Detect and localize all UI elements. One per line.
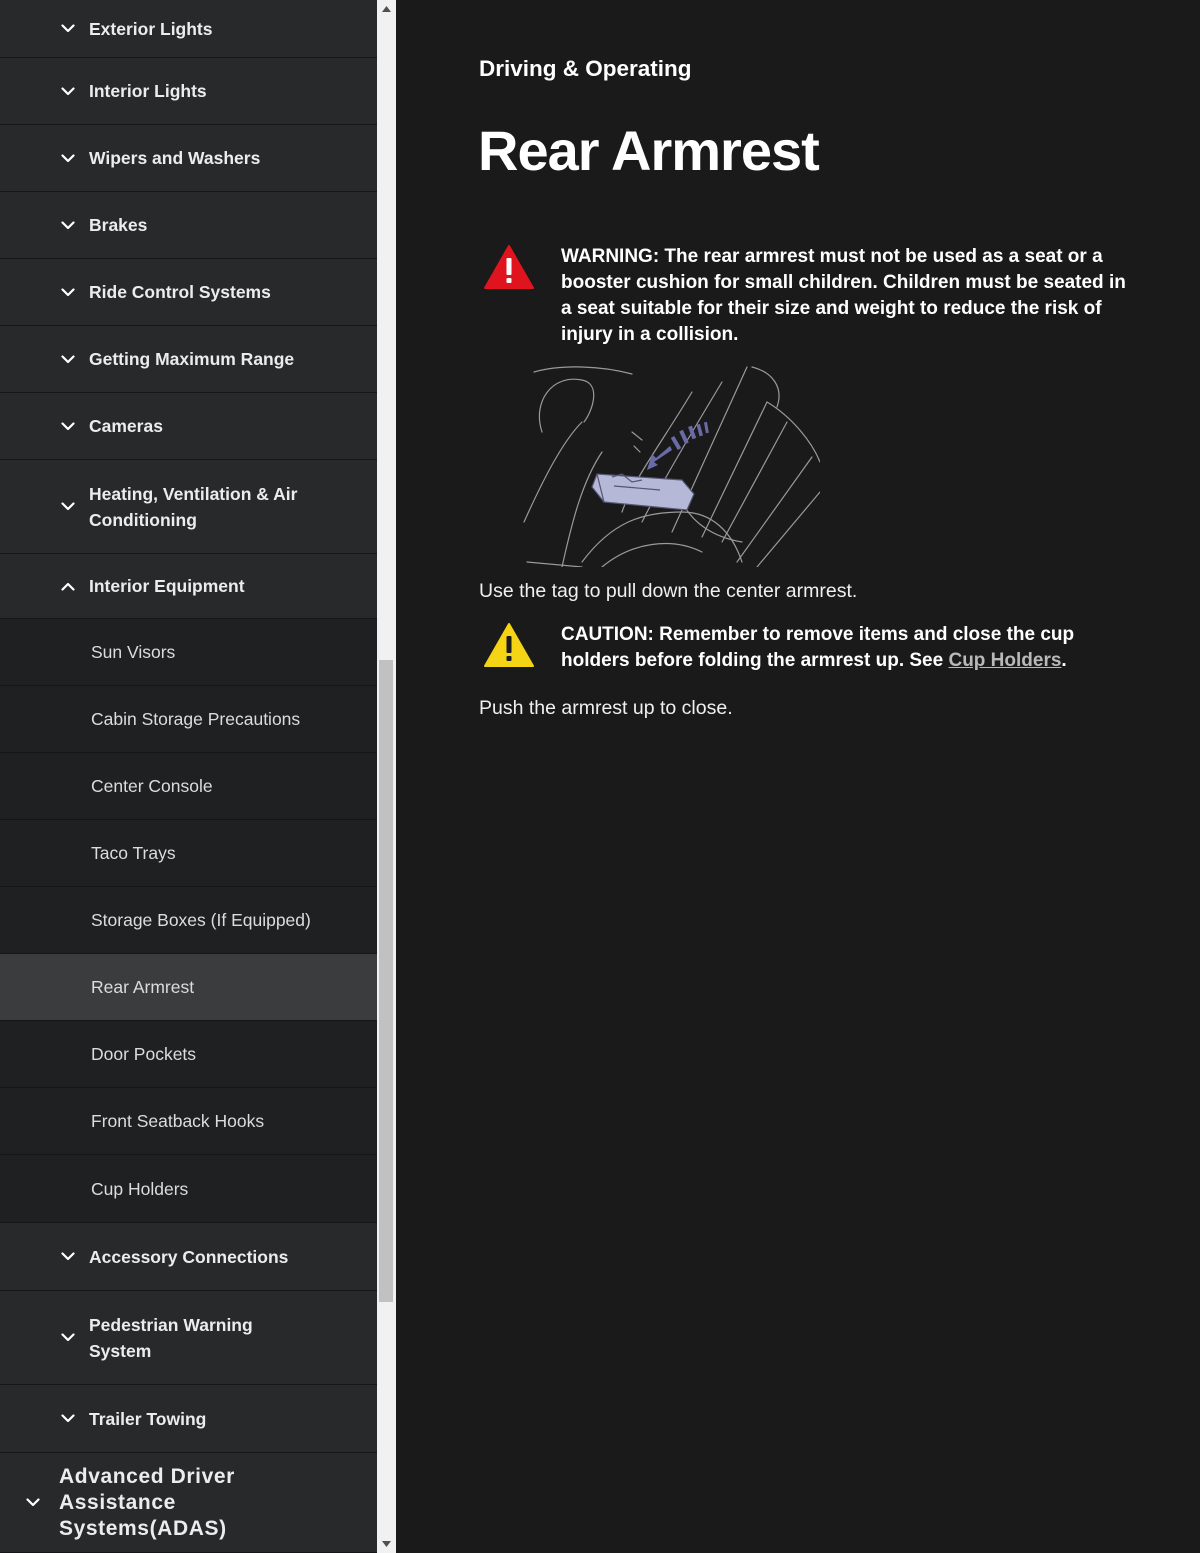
sidebar-item-label: Pedestrian Warning System — [89, 1314, 253, 1361]
chevron-down-icon — [59, 350, 77, 368]
instruction-pull-down: Use the tag to pull down the center armrest. — [479, 580, 858, 602]
sidebar-item-cup-holders[interactable] — [0, 1155, 377, 1223]
sidebar-item-label: Interior Equipment — [89, 576, 245, 596]
sidebar-item-cameras[interactable] — [0, 393, 377, 460]
sidebar-scrollbar[interactable] — [377, 0, 396, 1553]
scroll-thumb[interactable] — [379, 660, 393, 1302]
sidebar-item-heating-ventilation-air-conditioning[interactable] — [0, 460, 377, 554]
sidebar-item-label: Accessory Connections — [89, 1246, 289, 1267]
sidebar-item-ride-control-systems[interactable] — [0, 259, 377, 326]
sidebar-item-taco-trays[interactable] — [0, 820, 377, 887]
sidebar-item-label: Front Seatback Hooks — [91, 1111, 265, 1131]
chevron-down-icon — [59, 1248, 77, 1266]
sidebar-item-accessory-connections[interactable] — [0, 1223, 377, 1291]
chevron-down-icon — [24, 1494, 42, 1512]
chevron-down-icon — [59, 216, 77, 234]
warning-triangle-icon — [483, 244, 539, 294]
chevron-up-icon — [59, 577, 77, 595]
sidebar-item-label: Cup Holders — [91, 1178, 189, 1199]
sidebar-item-brakes[interactable] — [0, 192, 377, 259]
sidebar-item-storage-boxes-if-equipped[interactable] — [0, 887, 377, 954]
sidebar-item-center-console[interactable] — [0, 753, 377, 820]
sidebar-item-cabin-storage-precautions[interactable] — [0, 686, 377, 753]
sidebar-item-label: Storage Boxes (If Equipped) — [91, 910, 311, 930]
caution-alert — [479, 622, 1179, 682]
sidebar-item-pedestrian-warning-system[interactable] — [0, 1291, 377, 1385]
warning-text: WARNING: The rear armrest must not be used as a seat or a booster cushion for small children. Children must be seated in a seat suitable for their size and weight to reduce the risk of injury in a collision. — [561, 246, 1126, 345]
sidebar-item-label: Brakes — [89, 215, 148, 235]
main-content — [396, 0, 1200, 1553]
sidebar-item-label: Center Console — [91, 776, 213, 796]
sidebar-item-label: Interior Lights — [89, 81, 207, 101]
sidebar-nav — [0, 0, 377, 1553]
chevron-down-icon — [59, 417, 77, 435]
cup-holders-link[interactable]: Cup Holders — [948, 650, 1062, 671]
warning-alert — [479, 244, 1179, 354]
chevron-down-icon — [59, 283, 77, 301]
sidebar-item-exterior-lights[interactable] — [0, 0, 377, 58]
sidebar-item-sun-visors[interactable] — [0, 619, 377, 686]
sidebar-item-door-pockets[interactable] — [0, 1021, 377, 1088]
chevron-down-icon — [59, 149, 77, 167]
caution-text-end: . — [1061, 650, 1067, 671]
sidebar-item-label: Advanced Driver Assistance Systems(ADAS) — [59, 1464, 235, 1540]
caution-triangle-icon — [483, 622, 539, 672]
chevron-down-icon — [59, 1329, 77, 1347]
chevron-down-icon — [59, 20, 77, 38]
sidebar-item-label: Wipers and Washers — [89, 148, 261, 168]
sidebar-item-label: Heating, Ventilation & Air Conditioning — [89, 483, 298, 530]
chevron-down-icon — [59, 498, 77, 516]
sidebar-item-rear-armrest[interactable] — [0, 954, 377, 1021]
caution-text-main: CAUTION: Remember to remove items and close the cup holders before folding the armrest up. See — [561, 624, 1075, 671]
sidebar-item-label: Ride Control Systems — [89, 282, 271, 302]
caution-text — [561, 622, 1141, 674]
instruction-push-up: Push the armrest up to close. — [479, 697, 733, 719]
sidebar-item-label: Getting Maximum Range — [89, 349, 295, 369]
sidebar-item-label: Exterior Lights — [89, 18, 213, 39]
sidebar-item-label: Sun Visors — [91, 642, 176, 662]
sidebar-item-trailer-towing[interactable] — [0, 1385, 377, 1453]
sidebar-item-label: Taco Trays — [91, 843, 176, 863]
sidebar-item-interior-equipment[interactable] — [0, 554, 377, 619]
sidebar-item-label: Rear Armrest — [91, 977, 195, 997]
scroll-up-arrow-icon[interactable] — [377, 0, 396, 18]
scroll-down-arrow-icon[interactable] — [377, 1535, 396, 1553]
sidebar-item-label: Door Pockets — [91, 1044, 197, 1064]
sidebar-item-label: Cameras — [89, 416, 163, 436]
rear-armrest-illustration — [522, 362, 820, 567]
sidebar-item-label: Cabin Storage Precautions — [91, 709, 301, 729]
sidebar-item-getting-maximum-range[interactable] — [0, 326, 377, 393]
chevron-down-icon — [59, 1410, 77, 1428]
sidebar-item-advanced-driver-assistance-systems-adas[interactable] — [0, 1453, 377, 1553]
sidebar-item-interior-lights[interactable] — [0, 58, 377, 125]
sidebar-item-wipers-and-washers[interactable] — [0, 125, 377, 192]
sidebar-item-label: Trailer Towing — [89, 1408, 207, 1429]
sidebar-item-front-seatback-hooks[interactable] — [0, 1088, 377, 1155]
breadcrumb[interactable]: Driving & Operating — [479, 56, 692, 81]
chevron-down-icon — [59, 82, 77, 100]
page-title: Rear Armrest — [478, 119, 819, 182]
